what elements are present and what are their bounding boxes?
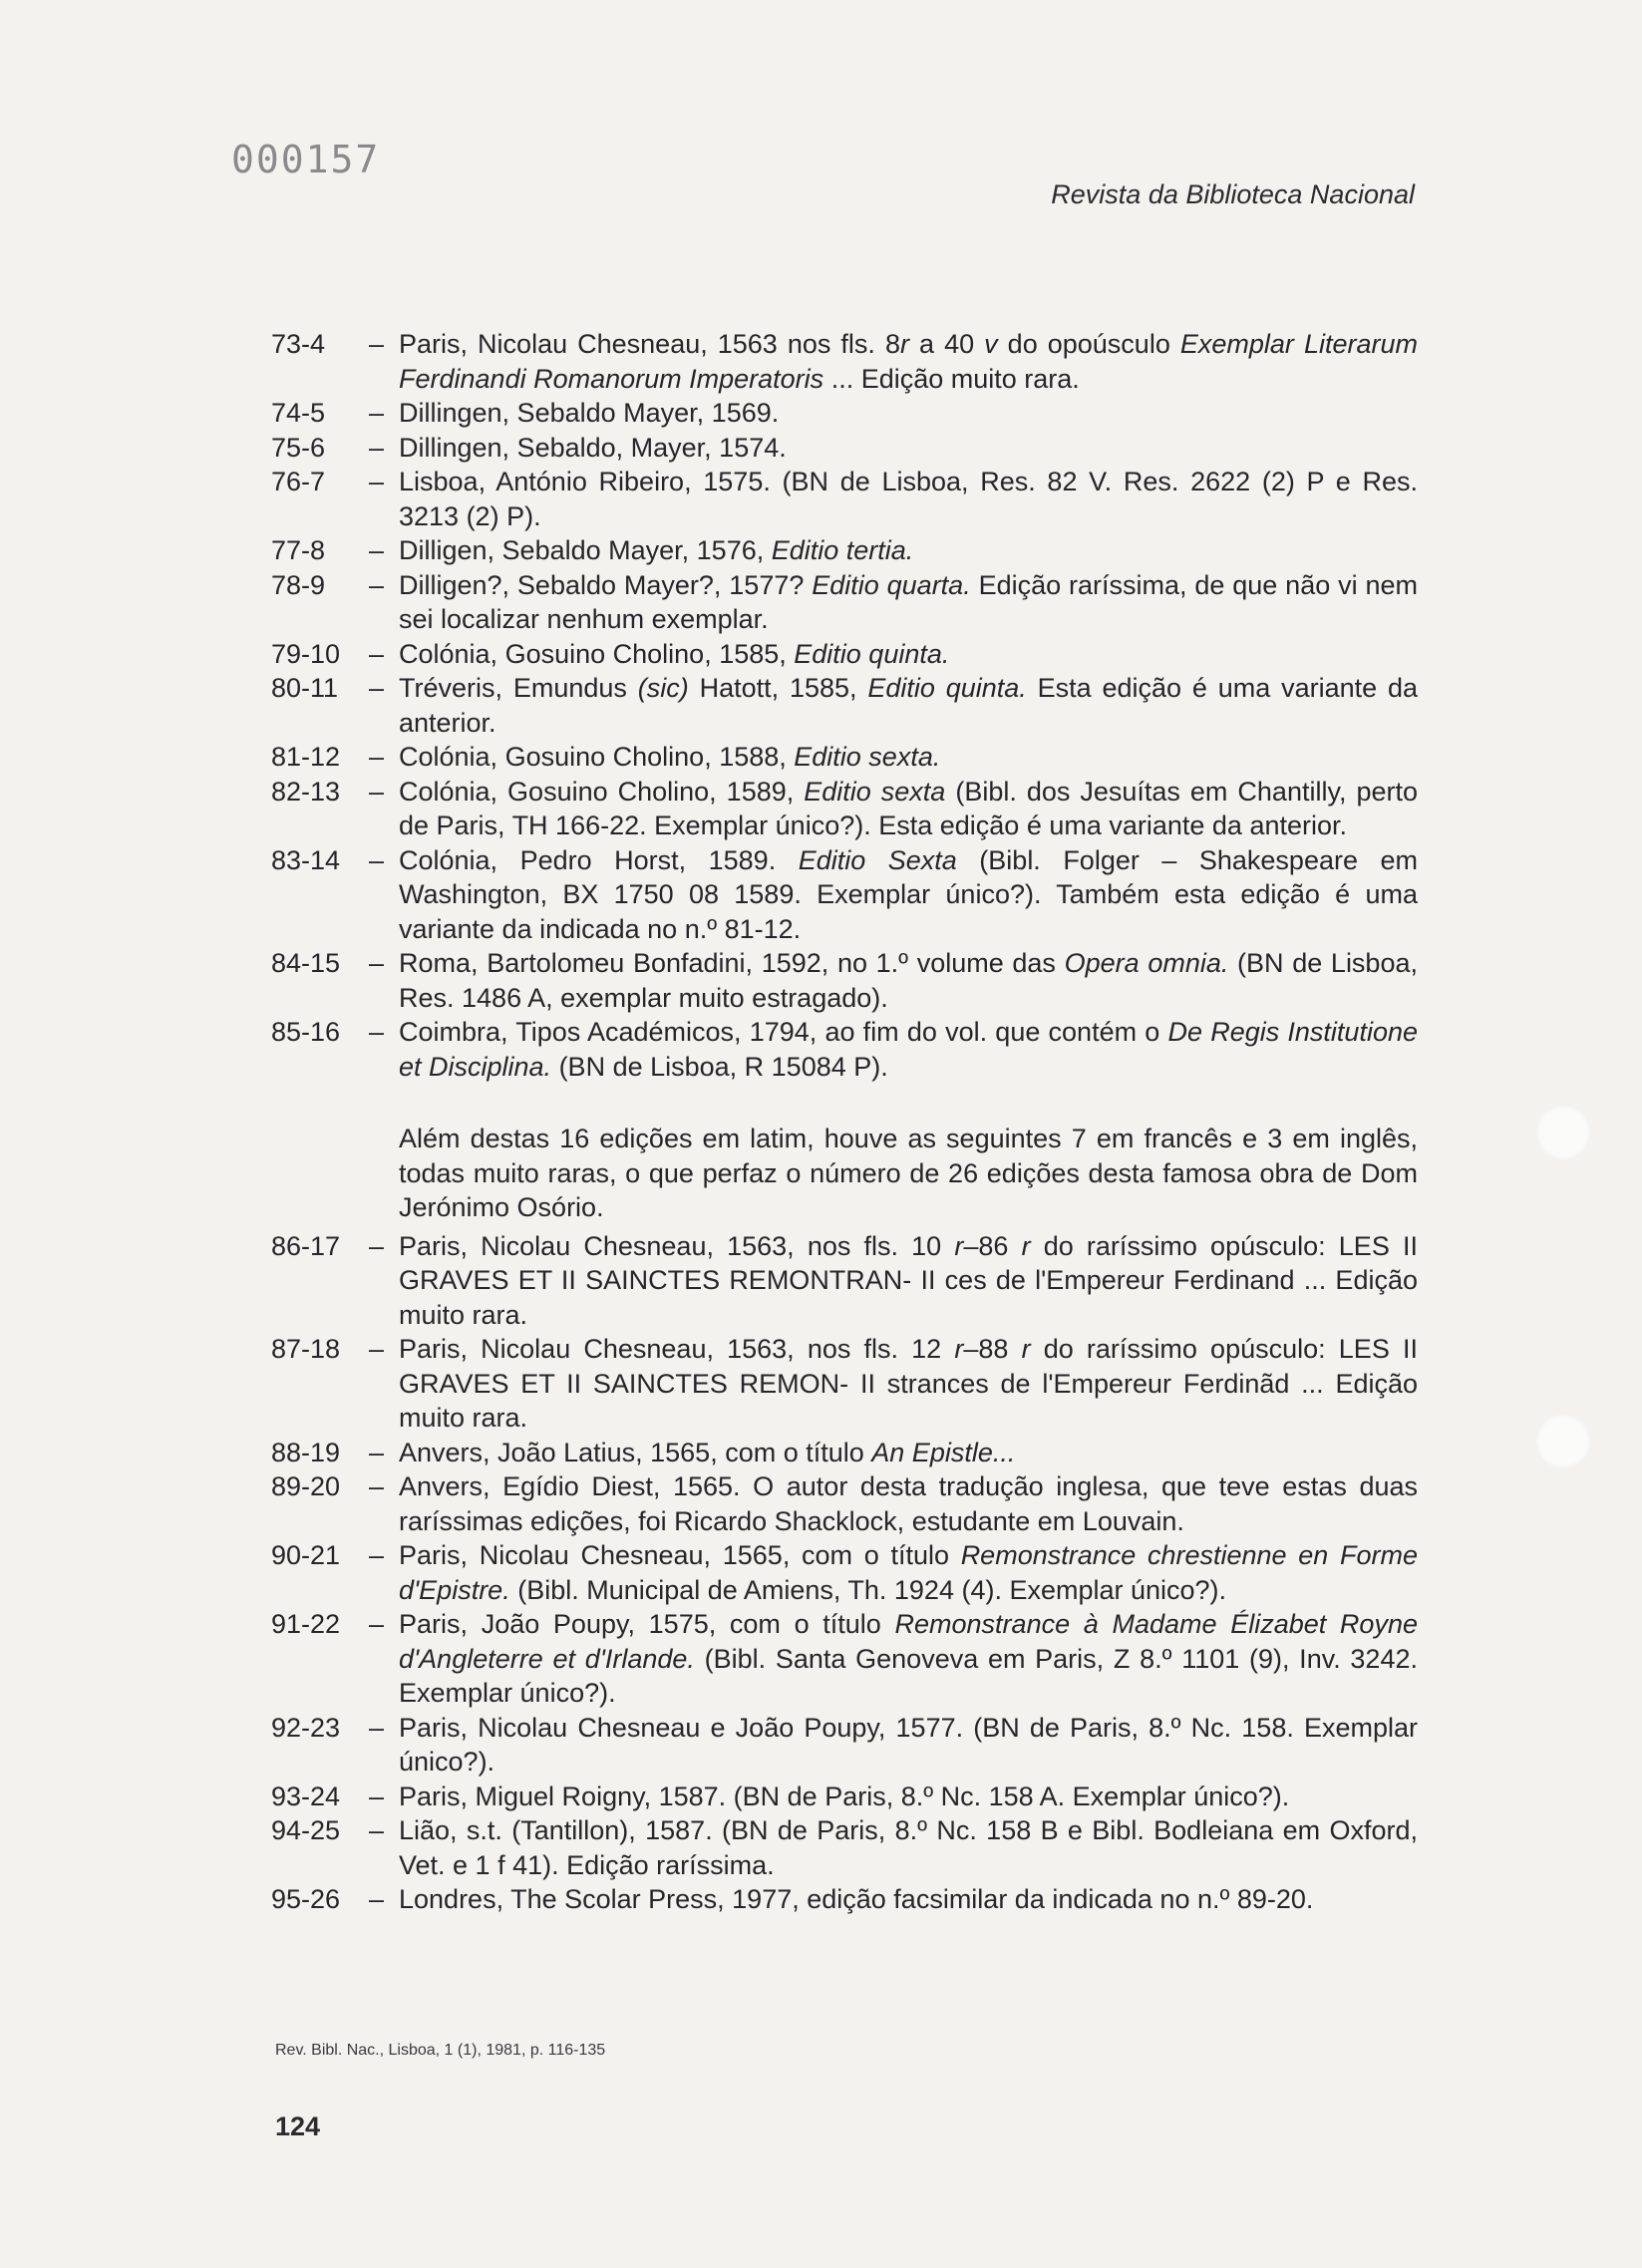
entry-number: 92-23 — [271, 1712, 341, 1743]
bibliography-entry — [271, 1436, 1418, 1470]
entry-number: 95-26 — [271, 1884, 341, 1914]
entry-dash: – — [369, 535, 385, 565]
bibliography-entry — [271, 465, 1418, 533]
entry-dash: – — [369, 1609, 385, 1639]
bibliography-entry — [271, 1780, 1418, 1814]
entry-dash: – — [369, 1781, 385, 1811]
entry-number: 81-12 — [271, 742, 341, 772]
entry-number: 79-10 — [271, 638, 341, 669]
entry-text: Paris, Miguel Roigny, 1587. (BN de Paris, 8.º Nc. 158 A. Exemplar único?). — [399, 1781, 1290, 1811]
entry-text: Paris, João Poupy, 1575, com o título Remonstrance à Madame Élizabet Royne d'Angleterre et d'Irlande. (Bibl. Santa Genoveva em Paris, Z 8.º 1101 (9), Inv. 3242. Exemplar único?). — [399, 1609, 1418, 1708]
bibliography-entry — [271, 1469, 1418, 1538]
punch-hole-bottom — [1535, 1414, 1591, 1469]
running-header: Revista da Biblioteca Nacional — [1051, 179, 1415, 209]
entry-dash: – — [369, 1334, 385, 1364]
entry-number: 83-14 — [271, 844, 341, 875]
entry-text: Tréveris, Emundus (sic) Hatott, 1585, Editio quinta. Esta edição é uma variante da anterior. — [399, 673, 1419, 738]
entry-number: 84-15 — [271, 948, 341, 978]
entry-dash: – — [369, 1230, 385, 1261]
bibliography-entry — [271, 533, 1418, 568]
entry-text: Dillingen, Sebaldo, Mayer, 1574. — [399, 432, 787, 463]
entry-number: 73-4 — [271, 329, 326, 359]
entry-dash: – — [369, 1471, 385, 1501]
entry-number: 80-11 — [271, 673, 339, 703]
bibliography-entry — [271, 740, 1418, 775]
bibliography-entry — [271, 1332, 1418, 1436]
bibliography-entry — [271, 946, 1418, 1015]
bibliography-entry — [271, 327, 1418, 396]
entry-text: Dilligen, Sebaldo Mayer, 1576, Editio tertia. — [399, 535, 914, 565]
bibliography-entry — [271, 637, 1418, 672]
bibliography-entry — [271, 1229, 1418, 1333]
entry-dash: – — [369, 1017, 385, 1047]
entry-number: 86-17 — [271, 1230, 341, 1261]
entry-text: Paris, Nicolau Chesneau e João Poupy, 1577. (BN de Paris, 8.º Nc. 158. Exemplar único?). — [399, 1712, 1418, 1777]
bibliography-entry — [271, 1813, 1418, 1882]
bibliography-entry — [271, 1711, 1418, 1780]
bibliography-entry — [271, 1538, 1418, 1607]
entry-dash: – — [369, 638, 385, 669]
archive-stamp: 000157 — [231, 138, 381, 181]
entry-text: Dillingen, Sebaldo Mayer, 1569. — [399, 398, 780, 428]
entry-number: 87-18 — [271, 1334, 341, 1364]
entry-text: Londres, The Scolar Press, 1977, edição facsimilar da indicada no n.º 89-20. — [399, 1884, 1314, 1914]
bibliography-list — [271, 327, 1418, 1917]
entry-text: Roma, Bartolomeu Bonfadini, 1592, no 1.º volume das Opera omnia. (BN de Lisboa, Res. 1486 A, exemplar muito estragado). — [399, 948, 1418, 1013]
entry-dash: – — [369, 1437, 385, 1467]
entry-text: Lião, s.t. (Tantillon), 1587. (BN de Paris, 8.º Nc. 158 B e Bibl. Bodleiana em Oxford, Vet. e 1 f 41). Edição raríssima. — [399, 1815, 1418, 1880]
entry-text: Colónia, Pedro Horst, 1589. Editio Sexta (Bibl. Folger – Shakespeare em Washington, BX 1750 08 1589. Exemplar único?). Também esta edição é uma variante da indicada no n.º 81-12. — [399, 844, 1418, 944]
entry-number: 94-25 — [271, 1815, 341, 1845]
bibliography-entry — [271, 396, 1418, 431]
entry-text: Colónia, Gosuino Cholino, 1588, Editio sexta. — [399, 742, 941, 772]
entry-number: 91-22 — [271, 1609, 341, 1639]
punch-hole-top — [1535, 1105, 1591, 1160]
bibliography-entry — [271, 1607, 1418, 1711]
bibliography-entry — [271, 671, 1418, 740]
entry-text: Paris, Nicolau Chesneau, 1563 nos fls. 8r a 40 v do opoúsculo Exemplar Literarum Ferdinandi Romanorum Imperatoris ... Edição muito rara. — [399, 329, 1418, 394]
entry-dash: – — [369, 948, 385, 978]
entry-number: 85-16 — [271, 1017, 341, 1047]
entry-text: Paris, Nicolau Chesneau, 1565, com o título Remonstrance chrestienne en Forme d'Epistre. (Bibl. Municipal de Amiens, Th. 1924 (4). Exemplar único?). — [399, 1540, 1418, 1605]
summary-paragraph: Além destas 16 edições em latim, houve as seguintes 7 em francês e 3 em inglês, todas muito raras, o que perfaz o número de 26 edições desta famosa obra de Dom Jerónimo Osório. — [399, 1124, 1418, 1222]
entry-text: Paris, Nicolau Chesneau, 1563, nos fls. 10 r–86 r do raríssimo opúsculo: LES II GRAVES ET II SAINCTES REMONTRAN- II ces de l'Empereur Ferdinand ... Edição muito rara. — [399, 1230, 1418, 1330]
entry-dash: – — [369, 844, 385, 875]
entry-dash: – — [369, 776, 385, 807]
entry-number: 78-9 — [271, 569, 326, 600]
entry-dash: – — [369, 432, 385, 463]
entry-number: 75-6 — [271, 432, 326, 463]
bibliography-entry — [271, 568, 1418, 637]
entry-dash: – — [369, 673, 385, 703]
bibliography-entry — [271, 1015, 1418, 1084]
entry-number: 88-19 — [271, 1437, 341, 1467]
entry-dash: – — [369, 467, 385, 496]
entry-dash: – — [369, 398, 385, 428]
entry-number: 90-21 — [271, 1540, 341, 1570]
entry-number: 74-5 — [271, 398, 326, 428]
entry-number: 89-20 — [271, 1471, 341, 1501]
entry-dash: – — [369, 329, 385, 359]
entry-text: Coimbra, Tipos Académicos, 1794, ao fim do vol. que contém o De Regis Institutione et Disciplina. (BN de Lisboa, R 15084 P). — [399, 1017, 1418, 1082]
entry-dash: – — [369, 1540, 385, 1570]
entry-text: Anvers, João Latius, 1565, com o título An Epistle... — [399, 1437, 1016, 1467]
citation-footer: Rev. Bibl. Nac., Lisboa, 1 (1), 1981, p. 116-135 — [275, 2042, 606, 2059]
page-number: 124 — [275, 2111, 321, 2141]
bibliography-entry — [271, 1882, 1418, 1917]
entry-text: Lisboa, António Ribeiro, 1575. (BN de Lisboa, Res. 82 V. Res. 2622 (2) P e Res. 3213 (2) P). — [399, 467, 1418, 531]
bibliography-entry — [271, 431, 1418, 466]
entry-text: Dilligen?, Sebaldo Mayer?, 1577? Editio quarta. Edição raríssima, de que não vi nem sei localizar nenhum exemplar. — [399, 569, 1418, 634]
entry-number: 76-7 — [271, 467, 326, 496]
entry-dash: – — [369, 1884, 385, 1914]
entry-dash: – — [369, 569, 385, 600]
entry-number: 93-24 — [271, 1781, 341, 1811]
entry-text: Paris, Nicolau Chesneau, 1563, nos fls. 12 r–88 r do raríssimo opúsculo: LES II GRAVES ET II SAINCTES REMON- II strances de l'Empereur Ferdinãd ... Edição muito rara. — [399, 1334, 1418, 1433]
entry-dash: – — [369, 1815, 385, 1845]
entry-text: Colónia, Gosuino Cholino, 1585, Editio quinta. — [399, 638, 950, 669]
entry-number: 77-8 — [271, 535, 326, 565]
entry-dash: – — [369, 1712, 385, 1743]
entry-number: 82-13 — [271, 776, 341, 807]
entries-translations — [271, 1229, 1418, 1917]
bibliography-entry — [271, 843, 1418, 947]
entries-latin — [271, 327, 1418, 1084]
bibliography-entry — [271, 775, 1418, 843]
entry-text: Anvers, Egídio Diest, 1565. O autor desta tradução inglesa, que teve estas duas raríssimas edições, foi Ricardo Shacklock, estudante em Louvain. — [399, 1471, 1418, 1536]
entry-text: Colónia, Gosuino Cholino, 1589, Editio sexta (Bibl. dos Jesuítas em Chantilly, perto de Paris, TH 166-22. Exemplar único?). Esta edição é uma variante da anterior. — [399, 776, 1418, 840]
entry-dash: – — [369, 742, 385, 772]
